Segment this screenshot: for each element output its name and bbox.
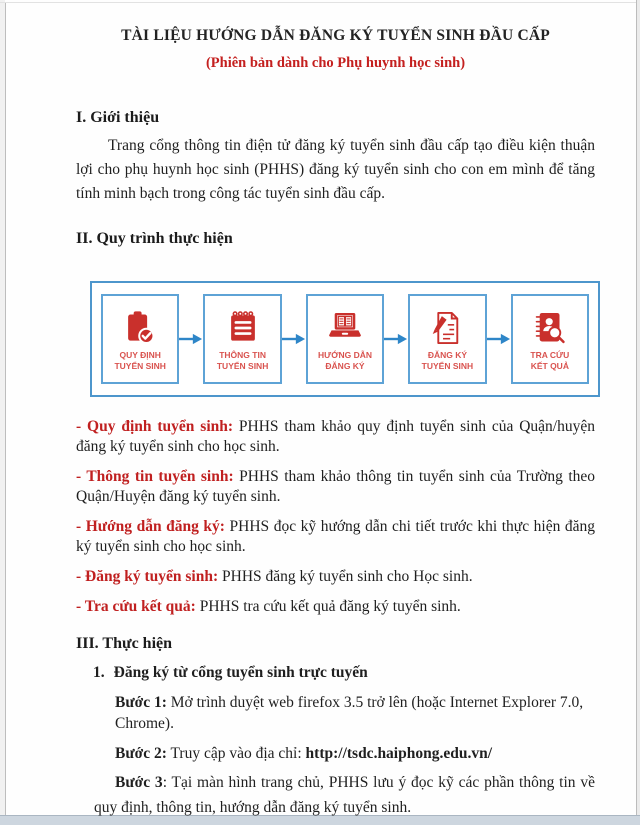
arrow-right-icon bbox=[179, 332, 203, 346]
step-1 bbox=[115, 692, 595, 734]
step-lead: Bước 3 bbox=[115, 774, 163, 791]
bullet-thong-tin-tuyen-sinh bbox=[76, 467, 595, 507]
arrow-right-icon bbox=[282, 332, 306, 346]
bullet-lead: - Hướng dẫn đăng ký: bbox=[76, 518, 225, 535]
document-pencil-icon bbox=[428, 309, 466, 347]
clipboard-check-icon bbox=[121, 309, 159, 347]
notepad-icon bbox=[224, 309, 262, 347]
process-step-label: ĐĂNG KÝ TUYỂN SINH bbox=[421, 349, 474, 371]
bullet-lead: - Thông tin tuyển sinh: bbox=[76, 468, 234, 485]
step-text: Mở trình duyệt web firefox 3.5 trở lên (hoặc Internet Explorer 7.0, Chrome). bbox=[115, 694, 584, 732]
process-step-label: THÔNG TIN TUYỂN SINH bbox=[216, 349, 269, 371]
item-number: 1. bbox=[93, 664, 105, 681]
contact-search-icon bbox=[531, 309, 569, 347]
portal-url-text: http://tsdc.haiphong.edu.vn/ bbox=[305, 745, 493, 762]
process-step-tra-cuu-ket-qua bbox=[511, 294, 589, 384]
page-title: TÀI LIỆU HƯỚNG DẪN ĐĂNG KÝ TUYỂN SINH ĐẦU CẤP bbox=[121, 27, 550, 44]
arrow-right-icon bbox=[487, 332, 511, 346]
bullet-text: PHHS đăng ký tuyển sinh cho Học sinh. bbox=[222, 568, 473, 585]
process-step-huong-dan-dang-ky bbox=[306, 294, 384, 384]
step-3 bbox=[94, 770, 595, 820]
process-step-quy-dinh-tuyen-sinh bbox=[101, 294, 179, 384]
section-3-heading: III. Thực hiện bbox=[76, 635, 173, 652]
section-2-heading: II. Quy trình thực hiện bbox=[76, 230, 233, 247]
bullet-text: PHHS đọc kỹ hướng dẫn chi tiết trước khi thực hiện đăng ký tuyển sinh cho học sinh. bbox=[76, 518, 596, 555]
process-step-dang-ky-tuyen-sinh bbox=[408, 294, 486, 384]
bullet-lead: - Đăng ký tuyển sinh: bbox=[76, 568, 219, 585]
bullet-text: PHHS tham khảo thông tin tuyển sinh của Trường theo Quận/Huyện đăng ký tuyển sinh. bbox=[76, 468, 596, 505]
bullet-dang-ky-tuyen-sinh bbox=[76, 567, 595, 587]
bullet-quy-dinh-tuyen-sinh bbox=[76, 417, 595, 457]
process-step-thong-tin-tuyen-sinh bbox=[203, 294, 281, 384]
page-edge-top-line bbox=[0, 2, 640, 3]
arrow-right-icon bbox=[384, 332, 408, 346]
bullet-lead: - Quy định tuyển sinh: bbox=[76, 418, 234, 435]
step-2 bbox=[115, 743, 595, 764]
section-1-heading: I. Giới thiệu bbox=[76, 109, 160, 126]
bullet-text: PHHS tra cứu kết quả đăng ký tuyển sinh. bbox=[199, 598, 461, 615]
document-content bbox=[76, 26, 595, 820]
bullet-tra-cuu-ket-qua bbox=[76, 597, 595, 617]
step-text: : Tại màn hình trang chủ, PHHS lưu ý đọc kỹ các phần thông tin về quy định, thông tin, hướng dẫn đăng ký tuyển sinh. bbox=[94, 774, 595, 816]
bullet-huong-dan-dang-ky bbox=[76, 517, 595, 557]
numbered-item-register-online bbox=[93, 662, 595, 683]
process-diagram bbox=[90, 281, 600, 397]
bullet-text: PHHS tham khảo quy định tuyển sinh của Quận/huyện đăng ký tuyển sinh cho học sinh. bbox=[76, 418, 595, 455]
section-1-paragraph: Trang cổng thông tin điện tử đăng ký tuyển sinh đầu cấp tạo điều kiện thuận lợi cho phụ huynh học sinh (PHHS) đăng ký tuyển sinh cho con em mình để tăng tính minh bạch trong công tác tuyển sinh đầu cấp. bbox=[76, 137, 595, 202]
step-lead: Bước 2: bbox=[115, 745, 167, 762]
page-edge-left-line bbox=[5, 2, 6, 816]
step-text: Truy cập vào địa chỉ: bbox=[170, 745, 302, 762]
step-lead: Bước 1: bbox=[115, 694, 167, 711]
bullet-lead: - Tra cứu kết quả: bbox=[76, 598, 196, 615]
process-step-label: TRA CỨU KẾT QUẢ bbox=[530, 349, 570, 371]
process-descriptions bbox=[76, 417, 595, 617]
laptop-book-icon bbox=[326, 309, 364, 347]
process-step-label: HƯỚNG DẪN ĐĂNG KÝ bbox=[318, 349, 372, 371]
process-step-label: QUY ĐỊNH TUYỂN SINH bbox=[114, 349, 166, 371]
item-title: Đăng ký từ cổng tuyển sinh trực tuyến bbox=[113, 664, 368, 681]
page-subtitle: (Phiên bản dành cho Phụ huynh học sinh) bbox=[205, 55, 466, 71]
